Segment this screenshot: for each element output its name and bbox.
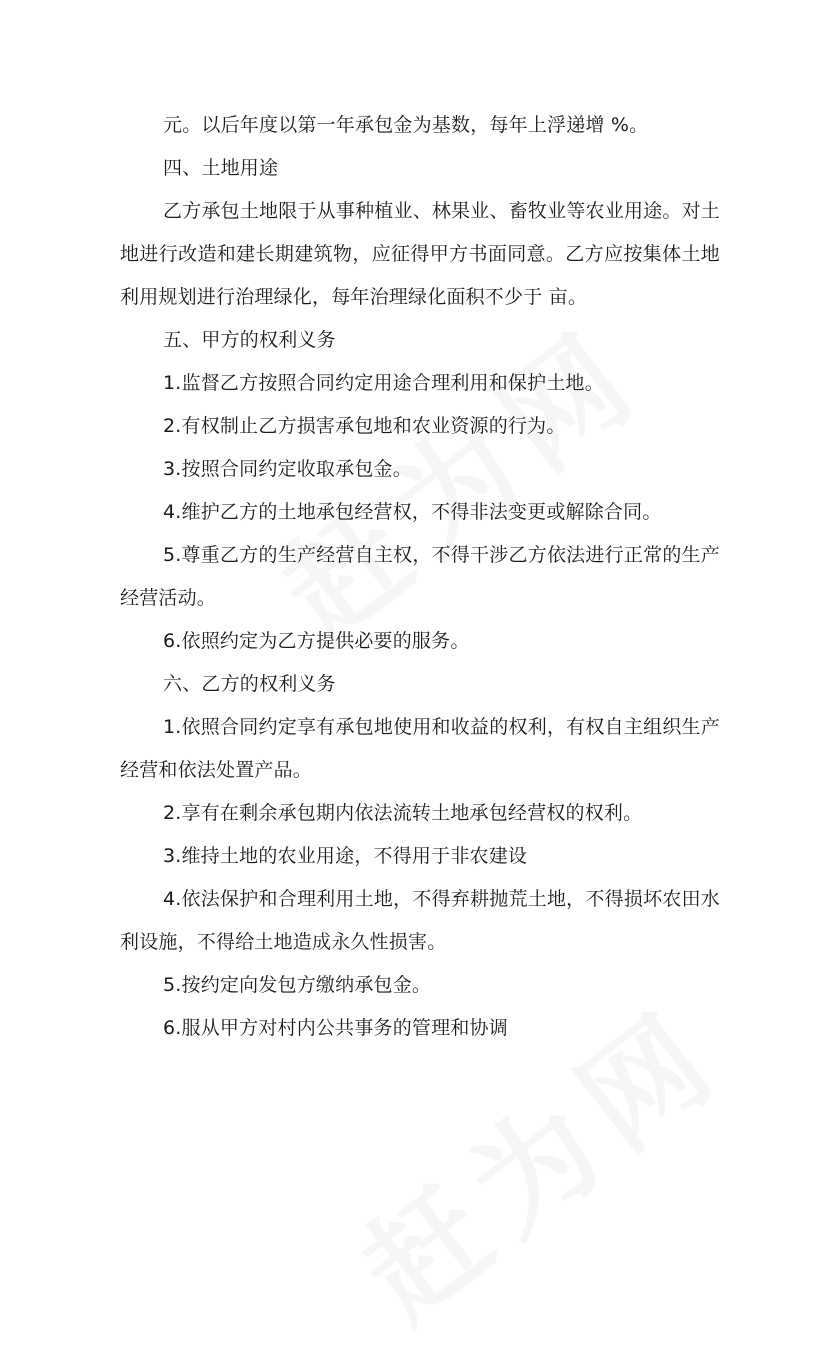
section-heading-party-a: 五、甲方的权利义务 [163, 329, 336, 351]
list-item: 6.依照约定为乙方提供必要的服务。 [163, 630, 470, 652]
list-item: 4.维护乙方的土地承包经营权，不得非法变更或解除合同。 [163, 501, 662, 523]
paragraph-land-use: 乙方承包土地限于从事种植业、林果业、畜牧业等农业用途。对土地进行改造和建长期建筑物，应征得甲方书面同意。乙方应按集体土地利用规划进行治理绿化，每年治理绿化面积不少于 亩。 [120, 200, 720, 308]
list-item: 3.按照合同约定收取承包金。 [163, 458, 412, 480]
document-body [120, 104, 720, 1050]
section-heading-party-b: 六、乙方的权利义务 [163, 673, 336, 695]
list-item: 1.监督乙方按照合同约定用途合理利用和保护土地。 [163, 372, 604, 394]
list-item: 5.尊重乙方的生产经营自主权，不得干涉乙方依法进行正常的生产经营活动。 [120, 544, 720, 609]
list-item: 1.依照合同约定享有承包地使用和收益的权利，有权自主组织生产经营和依法处置产品。 [120, 716, 720, 781]
list-item: 3.维持土地的农业用途，不得用于非农建设 [163, 845, 528, 867]
list-item: 2.享有在剩余承包期内依法流转土地承包经营权的权利。 [163, 802, 643, 824]
list-item: 5.按约定向发包方缴纳承包金。 [163, 974, 432, 996]
list-item: 6.服从甲方对村内公共事务的管理和协调 [163, 1017, 508, 1039]
list-item: 4.依法保护和合理利用土地，不得弃耕抛荒土地，不得损坏农田水利设施，不得给土地造成永久性损害。 [120, 888, 720, 953]
section-heading-land-use: 四、土地用途 [163, 157, 279, 179]
list-item: 2.有权制止乙方损害承包地和农业资源的行为。 [163, 415, 566, 437]
paragraph-rent-increase: 元。以后年度以第一年承包金为基数，每年上浮递增 %。 [163, 114, 649, 136]
